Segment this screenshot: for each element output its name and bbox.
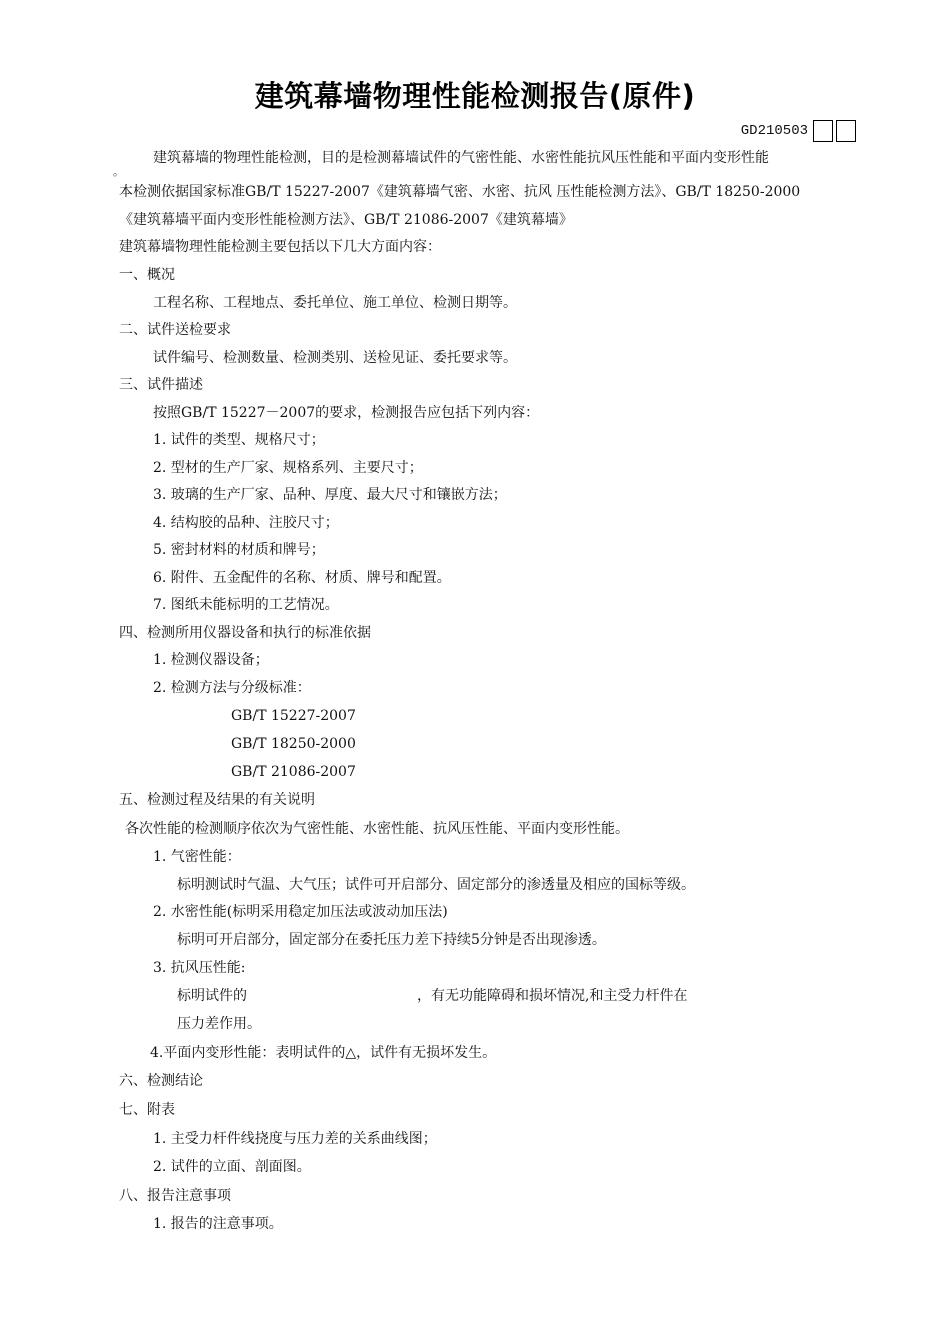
section-2-body: 试件编号、检测数量、检测类别、送检见证、委托要求等。 — [153, 350, 517, 366]
standard-item: GB/T 15227-2007 — [231, 708, 356, 724]
list-item: 2. 型材的生产厂家、规格系列、主要尺寸； — [153, 460, 423, 476]
list-item: 1. 试件的类型、规格尺寸； — [153, 432, 325, 448]
section-2-heading: 二、试件送检要求 — [119, 322, 231, 338]
section-5-item-1-desc: 标明测试时气温、大气压；试件可开启部分、固定部分的渗透量及相应的国标等级。 — [177, 877, 695, 893]
intro-line-1-tail: 。 — [113, 165, 124, 178]
intro-line-3: 《建筑幕墙平面内变形性能检测方法》、GB/T 21086-2007《建筑幕墙》 — [119, 212, 573, 228]
section-3-body: 按照GB/T 15227－2007的要求，检测报告应包括下列内容： — [153, 405, 540, 421]
list-item: 1. 报告的注意事项。 — [153, 1216, 283, 1232]
report-code-row — [741, 120, 856, 142]
section-3-heading: 三、试件描述 — [119, 377, 203, 393]
list-item: 2. 试件的立面、剖面图。 — [153, 1159, 311, 1175]
section-5-item-4: 4.平面内变形性能：表明试件的△，试件有无损坏发生。 — [150, 1045, 497, 1061]
report-code: GD210503 — [740, 123, 808, 139]
intro-line-1: 建筑幕墙的物理性能检测，目的是检测幕墙试件的气密性能、水密性能抗风压性能和平面内变形性能 — [153, 150, 769, 166]
section-4-heading: 四、检测所用仪器设备和执行的标准依据 — [119, 625, 371, 641]
section-5-heading: 五、检测过程及结果的有关说明 — [119, 792, 315, 808]
list-item: 1. 主受力杆件线挠度与压力差的关系曲线图； — [153, 1131, 437, 1147]
section-7-heading: 七、附表 — [119, 1102, 175, 1118]
list-item: 4. 结构胶的品种、注胶尺寸； — [153, 515, 339, 531]
section-5-item-2-desc: 标明可开启部分，固定部分在委托压力差下持续5分钟是否出现渗透。 — [177, 932, 606, 948]
section-8-heading: 八、报告注意事项 — [119, 1188, 231, 1204]
section-5-item-1: 1. 气密性能： — [153, 849, 241, 865]
section-5-body: 各次性能的检测顺序依次为气密性能、水密性能、抗风压性能、平面内变形性能。 — [125, 821, 629, 837]
section-5-item-3-desc-cont: 压力差作用。 — [177, 1016, 261, 1032]
list-item: 1. 检测仪器设备； — [153, 652, 269, 668]
list-item: 3. 玻璃的生产厂家、品种、厚度、最大尺寸和镶嵌方法； — [153, 487, 507, 503]
section-1-body: 工程名称、工程地点、委托单位、施工单位、检测日期等。 — [153, 295, 517, 311]
section-1-heading: 一、概况 — [119, 267, 175, 283]
code-box-2 — [836, 120, 856, 142]
document-title: 建筑幕墙物理性能检测报告(原件) — [254, 79, 696, 113]
code-box-1 — [813, 120, 833, 142]
section-5-item-3-desc — [177, 987, 687, 1005]
standard-item: GB/T 18250-2000 — [231, 736, 356, 752]
section-5-item-2: 2. 水密性能(标明采用稳定加压法或波动加压法) — [153, 904, 448, 920]
section-5-item-3: 3. 抗风压性能: — [153, 960, 246, 976]
section-6-heading: 六、检测结论 — [119, 1073, 203, 1089]
intro-line-4: 建筑幕墙物理性能检测主要包括以下几大方面内容： — [119, 239, 441, 255]
intro-line-2: 本检测依据国家标准GB/T 15227-2007《建筑幕墙气密、水密、抗风 压性能检测方法》、GB/T 18250-2000 — [119, 184, 801, 200]
item-3-desc-start: 标明试件的 — [177, 988, 247, 1004]
list-item: 2. 检测方法与分级标准： — [153, 680, 311, 696]
list-item: 7. 图纸未能标明的工艺情况。 — [153, 597, 339, 613]
list-item: 5. 密封材料的材质和牌号； — [153, 542, 325, 558]
item-3-desc-end: ，有无功能障碍和损坏情况,和主受力杆件在 — [417, 988, 688, 1004]
standard-item: GB/T 21086-2007 — [231, 764, 356, 780]
list-item: 6. 附件、五金配件的名称、材质、牌号和配置。 — [153, 570, 451, 586]
